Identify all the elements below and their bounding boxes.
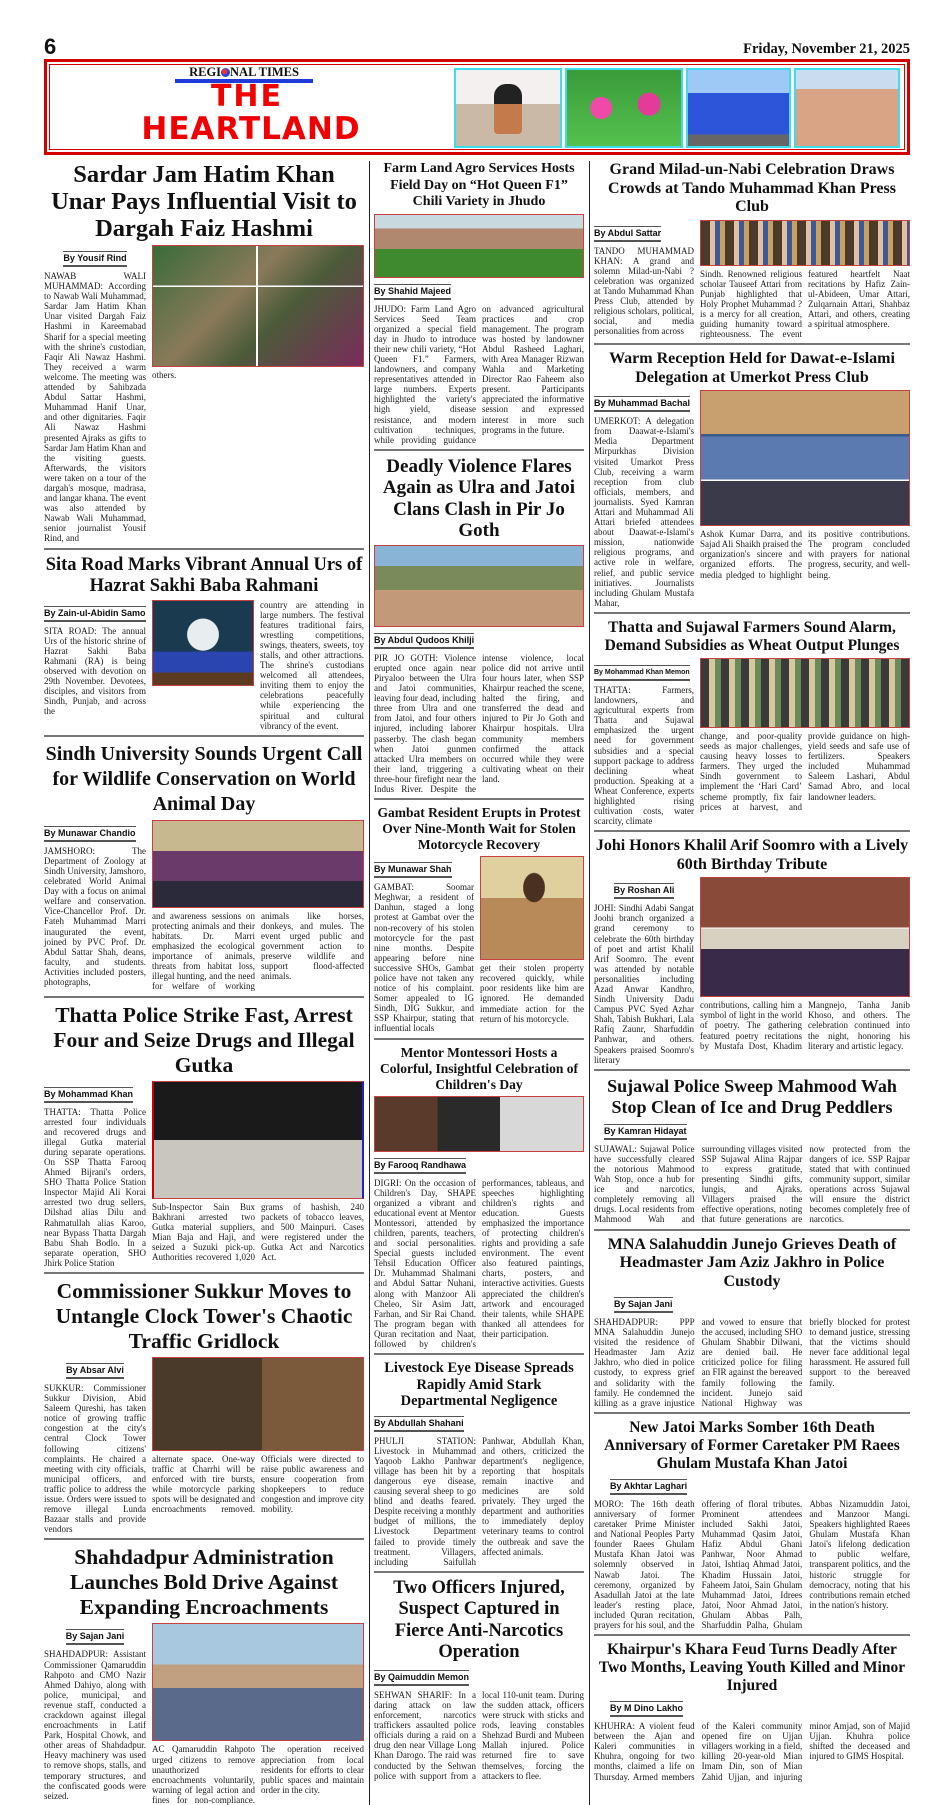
article-side	[44, 1081, 146, 1269]
article-body: others.	[152, 370, 177, 380]
article-side	[44, 1623, 146, 1800]
article-main	[480, 856, 584, 1024]
article-sardar-jam[interactable]	[44, 161, 364, 544]
column-right	[594, 161, 910, 1782]
article-photo	[700, 658, 910, 728]
article-photo	[374, 214, 584, 278]
article-body-lead: UMERKOT: A delegation from Daawat-e-Islami's Media Department Mirpurkhas Division visited Umarkot Press Club, receiving a warm reception from club officials, members, and journalists. Syed Kamran Attari and Muhammad Ali Attari briefed attendees about Daawat-e-Islami's mission, nationwide religious programs, and active role in welfare, relief, and public service initiatives. Journalists including Ghulam Mustafa Mahar,	[594, 416, 694, 608]
byline: By Munawar Shah	[374, 862, 452, 878]
byline: By Zain-ul-Abidin Samo	[44, 606, 146, 622]
article-body-lead: THATTA: Thatta Police arrested four individuals and recovered drugs and illegal Gutka material during separate operations. On SSP Thatta Farooq Ahmed Bijrani's orders, SHO Thatta Police Station Inspector Majid Ali Korai arrested two drug sellers, Dilshad alias Dilu and Rahmatullah alias Karoo, near Bypass Thatta Dargah Babu Shah Bodlo. In a separate operation, SHO Jhirk Police Station	[44, 1106, 146, 1268]
article-body: Sindh. Renowned religious scholar Tauseef Attari from Punjab highlighted that Holy Prophet Muhammad ? is a mercy for all creation, guiding humanity toward righteousness. The event featured heartfelt Naat recitations by Hafiz Zain-ul-Abideen, Umar Attari, Zulqarnain Attari, Shahbaz Attari, and others, creating a spiritual atmosphere.	[700, 268, 910, 340]
byline: By Abdul Sattar	[594, 226, 661, 242]
article-photo	[152, 820, 364, 908]
byline-wrap	[44, 1084, 146, 1103]
article-layout	[594, 877, 910, 1065]
article-side	[44, 600, 146, 717]
section-divider	[44, 548, 364, 550]
byline: By Mohammad Khan	[44, 1087, 133, 1103]
page-date: Friday, November 21, 2025	[743, 41, 910, 57]
masthead-photo-strip	[454, 68, 900, 148]
byline-wrap	[594, 223, 694, 242]
byline: By Kamran Hidayat	[604, 1124, 687, 1140]
section-divider	[374, 798, 584, 800]
headline: Livestock Eye Disease Spreads Rapidly Amid Stark Departmental Negligence	[384, 1360, 574, 1410]
article-new-jatoi[interactable]	[594, 1419, 910, 1630]
headline: Grand Milad-un-Nabi Celebration Draws Crowds at Tando Muhammad Khan Press Club	[608, 161, 896, 215]
byline: By Mohammad Khan Memon	[594, 665, 690, 681]
article-side	[594, 877, 694, 1065]
section-divider	[594, 1229, 910, 1231]
headline: Sita Road Marks Vibrant Annual Urs of Hazrat Sakhi Baba Rahmani	[45, 554, 363, 596]
section-divider	[44, 996, 364, 998]
article-body: JHUDO: Farm Land Agro Services Seed Team organized a special field day in Jhudo to introduce their new chili variety, “Hot Queen F1.” Farmers, landowners, and company representatives attended in large numbers. Experts highlighted the variety's high yield, disease resistance, and modern cultivation techniques, while providing guidance on advanced agricultural practices and crop management. The program was hosted by landowner Abdul Rasheed Laghari, with Area Manager Rizwan Wahla and Marketing Director Rao Faheem also present. Participants appreciated the informative session and expressed interest in more such programs in the future.	[374, 303, 584, 445]
article-body: PIR JO GOTH: Violence erupted once again near Piryaloo between the Ulra and Jatoi communities, leaving four dead, including three from Ulra and one from Jatoi, and four others injured, including laborer passerby. The clash began when Jatoi gunmen attacked Ulra members on their land, triggering a three-hour firefight near the Indus River. Despite the intense violence, local police did not arrive until four hours later, when SSP Khairpur reached the scene, halted the firing, and transferred the dead and injured to Pir Jo Goth and Khairpur hospitals. Ulra community members confirmed the attack occurred while they were cultivating wheat on their land.	[374, 652, 584, 795]
article-sindh-university[interactable]	[44, 742, 364, 992]
article-layout	[374, 856, 584, 1033]
article-farm-land[interactable]	[374, 161, 584, 445]
article-body-lead: THATTA: Farmers, landowners, and agricultural experts from Thatta and Sujawal emphasized the urgent need for government subsidies and a special support package to address declining wheat production. Speaking at a Wheat Conference, experts highlighted rising cultivation costs, water scarcity, climate	[594, 684, 694, 827]
article-side	[594, 220, 694, 337]
byline-wrap	[44, 603, 146, 622]
article-body: Sub-Inspector Sain Bux Bakhrani arrested two Gutka material suppliers, Mian Baja and Haji, and seized a Suzuki pick-up. Authorities recovered 1,020 grams of hashish, 240 packets of tobacco leaves, and 500 Mainpuri. Cases were registered under the Gutka Act and Narcotics Act.	[152, 1201, 364, 1262]
headline: New Jatoi Marks Somber 16th Death Anniversary of Former Caretaker PM Raees Ghulam Mustafa Khan Jatoi	[604, 1418, 900, 1472]
article-two-officers[interactable]	[374, 1578, 584, 1781]
article-body: Ashok Kumar Darra, and Sajad Ali Shaikh praised the organization's sincere and organized efforts. The media pledged to highlight its positive contributions. The program concluded with prayers for national progress, security, and well-being.	[700, 529, 910, 580]
section-divider	[594, 830, 910, 832]
headline: Johi Honors Khalil Arif Soomro with a Lively 60th Birthday Tribute	[595, 837, 909, 873]
article-side	[44, 245, 146, 544]
publication-name-right: NAL TIMES	[230, 65, 299, 79]
byline-wrap	[594, 1294, 910, 1313]
section-divider	[44, 1272, 364, 1274]
article-deadly-violence[interactable]	[374, 456, 584, 794]
article-dawat[interactable]	[594, 350, 910, 608]
article-photo	[700, 877, 910, 997]
headline: Mentor Montessori Hosts a Colorful, Insightful Celebration of Children's Day	[379, 1044, 578, 1092]
article-gambat[interactable]	[374, 805, 584, 1033]
article-body-lead: SITA ROAD: The annual Urs of the historic shrine of Hazrat Sakhi Baba Rahmani (RA) is being observed with devotion on 29th November. Devotees, disciples, and visitors from Sindh, Punjab, and across the	[44, 625, 146, 717]
article-body: DIGRI: On the occasion of Children's Day, SHAPE organized a vibrant and educational event at Mentor Montessori, attended by children, parents, teachers, and social personalities. Special guests included Tehsil Education Officer Dr. Muhammad Shalmani and Abdul Sattar Nuhani, along with Manzoor Ali Cheleo, Sir Asim Jatt, Farhan, and Sir Rai Chand. The program began with Quran recitation and Naat, followed by children's performances, tableaus, and speeches highlighting children's rights and education. Guests emphasized the importance of protecting children's rights and providing a safe environment. The event also featured paintings, charts, posters, and interactive activities. Guests appreciated the children's artwork and encouraged their talents, while SHAPE thanked all attendees for their participation.	[374, 1177, 584, 1350]
section-divider	[44, 735, 364, 737]
headline: Warm Reception Held for Dawat-e-Islami Delegation at Umerkot Press Club	[609, 350, 895, 386]
publication-name-left: REGI	[189, 65, 222, 79]
byline-wrap	[374, 1667, 584, 1686]
cotton-pickers-photo	[565, 68, 683, 148]
article-main	[152, 1623, 364, 1805]
byline-wrap	[594, 1121, 910, 1140]
article-main	[700, 390, 910, 579]
byline: By Sajan Jani	[66, 1629, 125, 1645]
article-photo	[700, 220, 910, 266]
byline-wrap	[374, 859, 474, 878]
article-photo	[152, 1081, 364, 1199]
byline: By Qaimuddin Memon	[374, 1670, 469, 1686]
headline: Shahdadpur Administration Launches Bold Drive Against Expanding Encroachments	[69, 1545, 339, 1620]
article-body-lead: NAWAB WALI MUHAMMAD: According to Nawab Wali Muhammad, Sardar Jam Hatim Khan Unar visited Dargah Faiz Hashmi in Kareemabad Sharif for a special meeting with the shrine's custodian, Faqir Ali Nawaz Hashmi. They received a warm welcome. The meeting was attended by Sahibzada Abdul Sattar Hashmi, Muhammad Hanif Unar, and other dignitaries. Faqir Ali Nawaz Hashmi presented Ajraks as gifts to Sardar Jam Hatim Khan and the visiting guests. Afterwards, the visitors were taken on a tour of the dargah's mosque, madrasa, and langar khana. The event was also attended by Nawab Wali Muhammad, senior journalist Yousif Rind, and	[44, 271, 146, 544]
article-layout	[594, 658, 910, 826]
article-body: country are attending in large numbers. The festival features traditional fairs, wrestling competitions, swings, theaters, sweets, toy stalls, and other attractions. The shrine's custodians welcomed all attendees, inviting them to enjoy the celebrations peacefully while experiencing the spiritual and cultural vibrancy of the event.	[260, 599, 364, 731]
byline: By Farooq Randhawa	[374, 1158, 466, 1174]
article-johi[interactable]	[594, 837, 910, 1065]
article-side	[594, 390, 694, 608]
byline: By Abdul Qudoos Khilji	[374, 633, 474, 649]
byline-wrap	[594, 1698, 910, 1717]
article-side	[374, 856, 474, 1033]
headline: Sardar Jam Hatim Khan Unar Pays Influential Visit to Dargah Faiz Hashmi	[51, 161, 357, 242]
byline-wrap	[374, 1155, 584, 1174]
article-body-lead: GAMBAT: Soomar Meghwar, a resident of Danhun, staged a long protest at Gambat over the non-recovery of his stolen motorcycle for the past nine months. Despite appearing before nine successive SHOs, Gambat police have not taken any notice of his complaint. Somer appealed to IG Sindh, DIG Sukkur, and SSP Khairpur, stating that influential locals	[374, 882, 474, 1034]
article-layout	[44, 1357, 364, 1534]
article-mentor-montessori[interactable]	[374, 1045, 584, 1350]
article-body: and awareness sessions on protecting animals and their habitats. Dr. Marri emphasized the ecological importance of animals, threats from habitat loss, illegal hunting, and the need for welfare of working animals like horses, donkeys, and mules. The event urged public and government action to preserve wildlife and support flood-affected animals.	[152, 910, 364, 992]
page-header	[0, 0, 950, 59]
byline-wrap	[44, 1360, 146, 1379]
section-divider	[374, 449, 584, 451]
article-body: AC Qamaruddin Rahpoto urged citizens to remove unauthorized encroachments voluntarily, warning of legal action and fines for non-compliance. The operation received appreciation from local residents for efforts to clear public spaces and maintain order in the city.	[152, 1744, 364, 1805]
headline: Two Officers Injured, Suspect Captured in Fierce Anti-Narcotics Operation	[393, 1577, 565, 1663]
byline: By Munawar Chandio	[44, 826, 136, 842]
article-main	[700, 877, 910, 1050]
article-main	[152, 820, 364, 992]
section-divider	[594, 1412, 910, 1414]
article-photo	[152, 1357, 364, 1451]
page-columns	[44, 161, 910, 1805]
headline: Thatta and Sujawal Farmers Sound Alarm, Demand Subsidies as Wheat Output Plunges	[604, 618, 900, 654]
masthead	[44, 59, 910, 155]
byline-wrap	[374, 630, 584, 649]
article-body: SHAHDADPUR: PPP MNA Salahuddin Junejo visited the residence of Headmaster Jam Aziz Jakhro, who died in police custody, to express grief and solidarity with the family. He condemned the killing as a grave injustice and vowed to ensure that the accused, including SHO Ghulam Shabbir Dilwani, are denied bail. He criticized police for filing an FIR against the bereaved family following the incident. Junejo said National Highway was briefly blocked for protest to demand justice, stressing that the victims should never face additional legal harassment. He assured full support to the bereaved family.	[594, 1317, 910, 1408]
headline: Thatta Police Strike Fast, Arrest Four and Seize Drugs and Illegal Gutka	[53, 1002, 355, 1077]
section-divider	[374, 1353, 584, 1355]
byline-wrap	[594, 1476, 910, 1495]
article-body: SEHWAN SHARIF: In a daring attack on law enforcement, narcotics traffickers assaulted police officials during a raid on a drug den near Village Long Khan Darogo. The raid was conducted by the Sehwan police with support from a local 110-unit team. During the sudden attack, officers were struck with sticks and rods, leaving constables Shehzad Burdi and Mubeen Mallah injured. Police returned fire to save themselves, forcing the attackers to flee.	[374, 1689, 584, 1781]
headline: Deadly Violence Flares Again as Ulra and Jatoi Clans Clash in Pir Jo Goth	[382, 455, 576, 542]
article-sita-road[interactable]	[44, 555, 364, 731]
ruins-photo	[794, 68, 900, 148]
article-side	[594, 658, 694, 826]
byline: By Yousif Rind	[63, 251, 126, 267]
byline: By Roshan Ali	[614, 883, 675, 899]
article-body: MORO: The 16th death anniversary of former caretaker Prime Minister and National Peoples Party founder Raees Ghulam Mustafa Khan Jatoi was solemnly observed in Nawab Jatoi. The ceremony, organized by Asadullah Jatoi at the late leader's resting place, included Quran recitation, prayers for his soul, and the offering of floral tributes. Prominent attendees included Sakhi Jatoi, Muhammad Qasim Jatoi, Hafiz Abdul Ghani Panhwar, Noor Ahmad Jatoi, Ishtiaq Ahmad Jatoi, Khadim Hussain Jatoi, Faheem Jatoi, Sain Ghulam Muhammad Jatoi, Idrees Jatoi, Noor Ahmad Jatoi, Ghulam Abbas Palh, Sharfuddin Palha, Ghulam Abbas Nizamuddin Jatoi, and Manzoor Mangi. Speakers highlighted Raees Ghulam Mustafa Khan Jatoi's lifelong dedication to public welfare, transparent politics, and the historic struggle for democracy, noting that his contributions remain etched in the nation's history.	[594, 1498, 910, 1630]
article-main	[152, 1357, 364, 1515]
column-left	[44, 161, 364, 1805]
article-shahdadpur[interactable]	[44, 1545, 364, 1805]
section-divider	[374, 1571, 584, 1573]
byline-wrap	[594, 661, 694, 681]
article-body-lead: JAMSHORO: The Department of Zoology at Sindh University, Jamshoro, celebrated World Animal Day with a focus on animal welfare and conservation. Vice-Chancellor Prof. Dr. Fateh Muhammad Marri inaugurated the event, joined by PVC Prof. Dr. Abdul Sattar Shah, deans, faculty, and students. Activities included posters, photographs,	[44, 845, 146, 987]
article-main	[700, 658, 910, 812]
article-body: alternate space. One-way traffic at Charrhi will be enforced with tire bursts, while motorcycle parking spots will be designated and encroachments removed. Officials were directed to raise public awareness and ensure cooperation from shopkeepers to reduce congestion and improve city mobility.	[152, 1454, 364, 1515]
byline: By Sajan Jani	[614, 1297, 673, 1313]
article-body: contributions, calling him a symbol of light in the world of poetry. The gathering featured poetry recitations by Mustafa Dost, Khadim Mangnejo, Tanha Janib Khoso, and others. The celebration continued into the night, honoring his literary and artistic legacy.	[700, 1000, 910, 1051]
article-layout	[594, 220, 910, 340]
article-photo	[374, 1096, 584, 1152]
article-main	[700, 220, 910, 340]
byline-wrap	[44, 248, 146, 267]
headline: Sindh University Sounds Urgent Call for Wildlife Conservation on World Animal Day	[45, 742, 363, 815]
byline-wrap	[374, 281, 584, 300]
article-photo	[374, 545, 584, 627]
byline: By Shahid Majeed	[374, 284, 451, 300]
page-number: 6	[44, 34, 57, 59]
byline-wrap	[44, 823, 146, 842]
article-khairpur[interactable]	[594, 1641, 910, 1782]
headline: Sujawal Police Sweep Mahmood Wah Stop Clean of Ice and Drug Peddlers	[607, 1075, 897, 1117]
article-main	[152, 245, 364, 380]
photo-row	[152, 600, 364, 731]
column-rule-left	[369, 161, 370, 1805]
article-body-lead: JOHI: Sindhi Adabi Sangat Joohi branch organized a grand ceremony to celebrate the 60th birthday of poet and artist Khalil Arif Soomro. The event was attended by notable personalities including Azad Anwar Kandhro, Sindh University Dadu Campus PVC Syed Azhar Shah, Tabish Bukhari, Lala Rafiq Zaunr, Sharfuddin Panhwar, and others. Speakers praised Soomro's literary	[594, 903, 694, 1065]
article-thatta-sujawal[interactable]	[594, 619, 910, 826]
article-photo	[152, 600, 254, 686]
article-body: change, and poor-quality seeds as major challenges, causing heavy losses to farmers. They urged the Sindh government to implement the ‘Hari Card’ scheme promptly, fix fair prices at harvest, and provide guidance on high-yield seeds and safe use of fertilizers. Speakers included Muhammad Saleem Lashari, Abdul Samad Abro, and local landowner leaders.	[700, 730, 910, 812]
wrestling-photo	[454, 68, 562, 148]
article-main	[152, 600, 364, 731]
article-layout	[44, 1623, 364, 1805]
section-divider	[374, 1038, 584, 1040]
section-divider	[594, 1069, 910, 1071]
article-layout	[44, 600, 364, 731]
article-side	[44, 820, 146, 987]
section-divider	[594, 1634, 910, 1636]
section-divider	[44, 1538, 364, 1540]
globe-icon	[221, 68, 230, 77]
column-middle	[374, 161, 584, 1781]
column-rule-right	[589, 161, 590, 1805]
shrine-photo	[686, 68, 791, 148]
article-body: SUJAWAL: Sujawal Police have successfully cleared the notorious Mahmood Wah Stop, once a hub for ice and narcotics, completely removing all drugs. Local residents from Mahmood Wah and surrounding villages visited SSP Sujawal Alina Rajpar to express gratitude, presenting Sindhi gifts, lungis, and Ajraks. Villagers praised the effective operations, noting that future generations are now protected from the dangers of ice. SSP Rajpar stated that with continued community support, similar operations across Sujawal will ensure the district becomes completely free of narcotics.	[594, 1143, 910, 1225]
byline: By Abdullah Shahani	[374, 1416, 464, 1432]
article-photo	[480, 856, 584, 960]
section-divider	[594, 343, 910, 345]
byline-wrap	[594, 393, 694, 412]
article-layout	[44, 245, 364, 544]
headline: Gambat Resident Erupts in Protest Over Nine-Month Wait for Stolen Motorcycle Recovery	[377, 805, 581, 853]
wrestler-figure	[494, 84, 522, 134]
byline: By M Dino Lakho	[610, 1701, 683, 1717]
section-divider	[594, 612, 910, 614]
article-body-lead: TANDO MUHAMMAD KHAN: A grand and solemn Milad-un-Nabi ? celebration was organized at Tando Muhammad Khan Press Club, attended by religious scholars, political, social, and media personalities from across	[594, 245, 694, 337]
masthead-title-the: THE	[210, 79, 284, 114]
headline: MNA Salahuddin Junejo Grieves Death of Headmaster Jam Aziz Jakhro in Police Custody	[607, 1235, 897, 1290]
headline: Khairpur's Khara Feud Turns Deadly After Two Months, Leaving Youth Killed and Minor Injured	[598, 1641, 906, 1695]
article-body-lead: SHAHDADPUR: Assistant Commissioner Qamaruddin Rahpoto and CMO Nazir Ahmed Dahiyo, along with police, municipal, and revenue staff, conducted a crackdown against illegal encroachments in Latif Park, Hospital Chowk, and other areas of Shahdadpur. Heavy machinery was used to remove shops, stalls, and temporary structures, and the confiscated goods were seized.	[44, 1649, 146, 1801]
byline-wrap	[44, 1626, 146, 1645]
article-sukkur[interactable]	[44, 1279, 364, 1534]
article-sujawal-police[interactable]	[594, 1076, 910, 1225]
headline: Commissioner Sukkur Moves to Untangle Clock Tower's Chaotic Traffic Gridlock	[55, 1279, 353, 1353]
article-main	[152, 1081, 364, 1263]
article-layout	[44, 1081, 364, 1269]
article-livestock[interactable]	[374, 1360, 584, 1567]
headline: Farm Land Agro Services Hosts Field Day on “Hot Queen F1” Chili Variety in Jhudo	[383, 161, 575, 209]
article-body: get their stolen property recovered quickly, while poor residents like him are ignored. He demanded immediate action for the return of his motorcycle.	[480, 963, 584, 1024]
article-body-lead: SUKKUR: Commissioner Sukkur Division, Abid Saleem Qureshi, has taken notice of growing traffic congestion at the city's central Clock Tower following citizens' complaints. He chaired a meeting with city officials, municipal officers, and traffic police to address the issue. Orders were issued to remove illegal Lunda Bazaar stalls and provide vendors	[44, 1383, 146, 1535]
article-photo	[700, 390, 910, 526]
article-layout	[594, 390, 910, 608]
article-photo	[152, 1623, 364, 1741]
article-side	[44, 1357, 146, 1534]
article-mna-junejo[interactable]	[594, 1236, 910, 1408]
article-body: PHULJI STATION: Livestock in Muhammad Yaqoob Lakho Panhwar village has been hit by a dangerous eye disease, causing several sheep to go blind and deaths feared. Despite receiving a monthly budget of millions, the Livestock Department failed to provide timely treatment. Villagers, including Saifullah Panhwar, Abdullah Khan, and others, criticized the department's negligence, reporting that hospitals remain inactive and medicines are sold privately. They urged the department and authorities to immediately deploy veterinary teams to control the outbreak and save the affected animals.	[374, 1435, 584, 1567]
article-layout	[44, 820, 364, 992]
article-milad[interactable]	[594, 161, 910, 339]
article-body: KHUHRA: A violent feud between the Ajan and Kaleri communities in Khuhra, ongoing for two months, claimed a life on Thursday. Armed members of the Kaleri community opened fire on Ujjan villagers working in a field, killing 20-year-old Mian Imam Din, son of Mian Zahid Ujjan, and injuring minor Amjad, son of Majid Ujjan. Khuhra police shifted the deceased and injured to GIMS Hospital.	[594, 1721, 910, 1782]
byline-wrap	[374, 1413, 584, 1432]
masthead-title-heartland: HEARTLAND	[141, 111, 361, 147]
byline: By Muhammad Bachal	[594, 396, 690, 412]
byline: By Akhtar Laghari	[610, 1479, 687, 1495]
byline: By Absar Alvi	[66, 1363, 124, 1379]
article-photo	[152, 245, 364, 367]
article-thatta-police[interactable]	[44, 1003, 364, 1269]
byline-wrap	[594, 880, 694, 899]
